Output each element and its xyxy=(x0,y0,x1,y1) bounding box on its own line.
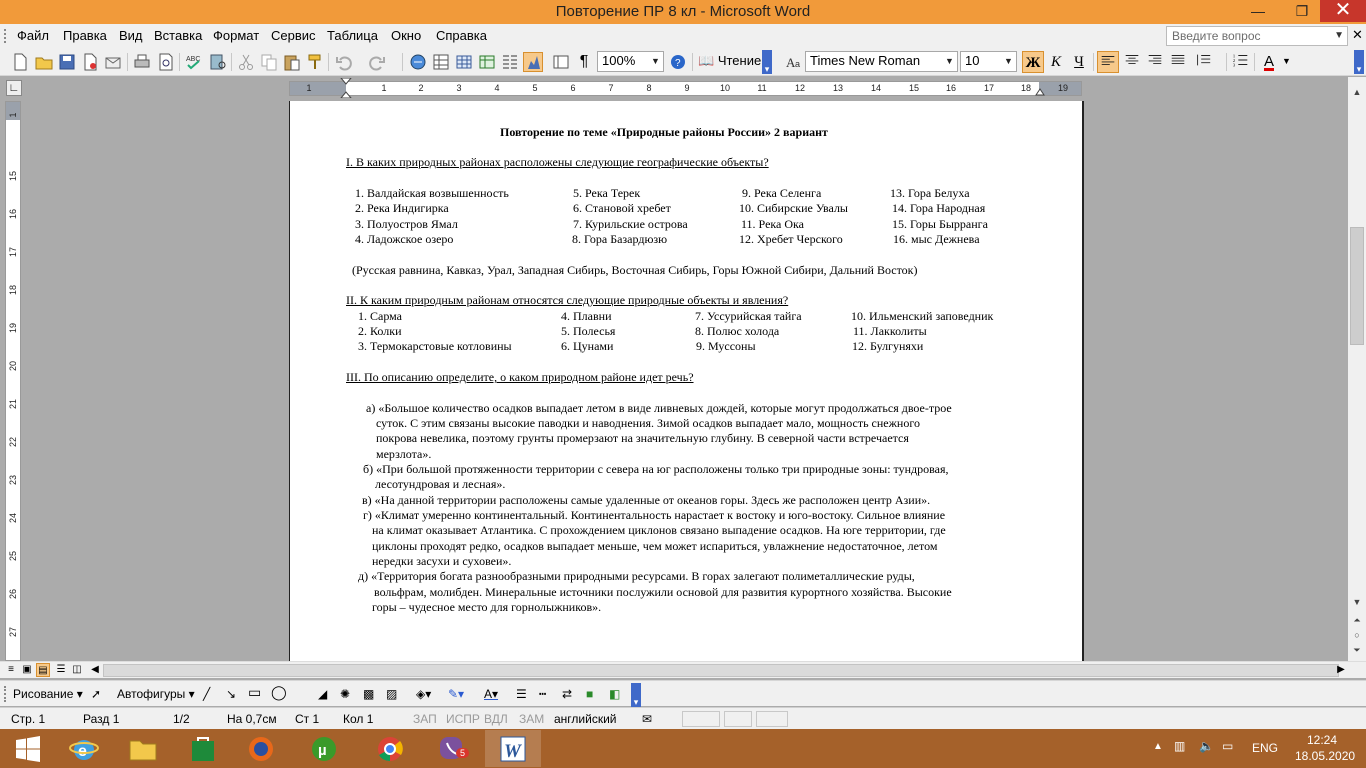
scroll-left-icon[interactable]: ◀ xyxy=(91,664,99,675)
ruler-number: 1 xyxy=(8,112,18,118)
status-panel xyxy=(682,711,720,727)
indent-marker-icon[interactable] xyxy=(340,78,352,98)
taskbar-internet-explorer[interactable] xyxy=(56,730,112,767)
align-center-icon[interactable] xyxy=(1121,51,1143,73)
ruler-number: 2 xyxy=(418,83,424,93)
chevron-down-icon[interactable]: ▼ xyxy=(1282,56,1291,66)
scroll-up-icon[interactable]: ▲ xyxy=(1352,87,1362,97)
clock-time[interactable]: 12:24 xyxy=(1307,733,1338,747)
paste-icon[interactable] xyxy=(282,52,302,72)
left-margin-area xyxy=(290,82,346,95)
question-input[interactable] xyxy=(1166,26,1348,46)
list-item: 12. Хребет Черского xyxy=(739,232,843,246)
zoom-select[interactable] xyxy=(597,51,664,72)
maximize-button[interactable]: ❐ xyxy=(1295,3,1309,19)
book-icon: 📖 xyxy=(698,53,715,68)
list-item: 4. Ладожское озеро xyxy=(355,232,454,246)
list-item: 12. Булгуняхи xyxy=(852,339,924,353)
line-color-icon[interactable]: ✎▾ xyxy=(448,687,465,701)
drawing-toggle-icon[interactable] xyxy=(523,52,543,72)
status-column: Кол 1 xyxy=(343,712,374,726)
taskbar-chrome[interactable] xyxy=(362,730,418,767)
cut-icon[interactable] xyxy=(236,52,256,72)
diagram-icon[interactable]: ✺ xyxy=(340,687,351,701)
list-item: 7. Курильские острова xyxy=(573,217,688,231)
font-color-icon[interactable]: A xyxy=(1263,53,1274,70)
ruler-number: 10 xyxy=(719,83,731,93)
outline-view-icon[interactable]: ☰ xyxy=(56,664,66,675)
shadow-style-icon[interactable]: ■ xyxy=(586,687,594,701)
viber-badge: 5 xyxy=(456,748,469,758)
list-item: 13. Гора Белуха xyxy=(890,186,970,200)
reading-mode-button[interactable] xyxy=(698,53,761,69)
firefox-icon xyxy=(246,734,276,764)
email-icon[interactable] xyxy=(103,52,123,72)
menu-help[interactable]: Справка xyxy=(436,28,487,43)
list-item: 5. Река Терек xyxy=(573,186,641,200)
menu-window[interactable]: Окно xyxy=(391,28,422,43)
tab-selector[interactable]: ∟ xyxy=(6,80,22,96)
status-extend[interactable]: ВДЛ xyxy=(484,712,508,726)
list-item: 5. Полесья xyxy=(561,324,616,338)
paragraph-line: в) «На данной территории расположены самые удаленные от океанов горы. Здесь же расположен центр Азии». xyxy=(362,493,931,507)
font-size-select[interactable] xyxy=(960,51,1017,72)
close-button[interactable]: ✕ xyxy=(1320,0,1366,22)
taskbar-viber[interactable] xyxy=(424,730,480,767)
italic-button[interactable]: К xyxy=(1051,54,1061,70)
menu-view[interactable]: Вид xyxy=(119,28,143,43)
ruler-number: 17 xyxy=(983,83,995,93)
columns-icon[interactable] xyxy=(500,52,520,72)
styles-icon[interactable] xyxy=(784,52,804,72)
clipart-icon[interactable]: ▩ xyxy=(363,687,375,701)
list-item: 6. Становой хребет xyxy=(573,201,671,215)
list-item: 4. Плавни xyxy=(561,309,612,323)
ruler-number: 26 xyxy=(8,589,18,600)
ruler-number: 8 xyxy=(646,83,652,93)
scroll-down-icon[interactable]: ▼ xyxy=(1352,597,1362,607)
paragraph-line: д) «Территория богата разнообразными природными ресурсами. В горах залегают полиметаллические руды, xyxy=(358,569,915,583)
list-item: 11. Река Ока xyxy=(741,217,805,231)
help-icon[interactable] xyxy=(668,52,688,72)
store-icon xyxy=(189,735,217,763)
3d-style-icon[interactable]: ◧ xyxy=(609,687,621,701)
paragraph-line: а) «Большое количество осадков выпадает летом в виде ливневых дождей, которые могут продолжаться двое-трое xyxy=(366,401,952,415)
ruler-number: 1 xyxy=(381,83,387,93)
paragraph-line: нередки засухи и суховеи». xyxy=(372,554,512,568)
ruler-number: 23 xyxy=(8,475,18,486)
insert-excel-icon[interactable] xyxy=(477,52,497,72)
windows-icon xyxy=(15,736,41,762)
menu-file[interactable]: Файл xyxy=(17,28,49,43)
wordart-icon[interactable]: ◢ xyxy=(318,687,328,701)
taskbar-firefox[interactable] xyxy=(233,730,289,767)
list-item: 10. Сибирские Увалы xyxy=(739,201,848,215)
autoshapes-menu[interactable]: Автофигуры ▾ xyxy=(117,687,195,701)
status-panel xyxy=(724,711,752,727)
close-document-icon[interactable]: ✕ xyxy=(1352,27,1363,42)
ruler-number: 18 xyxy=(8,285,18,296)
bold-button[interactable]: Ж xyxy=(1022,51,1044,73)
reading-view-icon[interactable]: ◫ xyxy=(72,664,82,675)
ruler-number: 27 xyxy=(8,627,18,638)
svg-text:e: e xyxy=(78,742,87,760)
folder-icon xyxy=(128,736,158,762)
select-objects-icon[interactable]: ➚ xyxy=(91,687,102,701)
browse-object-icon[interactable]: ○ xyxy=(1354,630,1360,640)
insert-picture-icon[interactable]: ▨ xyxy=(386,687,398,701)
autoshapes-label: Автофигуры xyxy=(117,687,186,701)
underline-button[interactable]: Ч xyxy=(1074,54,1084,70)
document-area[interactable] xyxy=(26,101,1348,661)
status-line: Ст 1 xyxy=(295,712,320,726)
toolbar-gripper[interactable] xyxy=(4,686,7,702)
insert-table-icon[interactable] xyxy=(454,52,474,72)
ruler-number: 21 xyxy=(8,399,18,410)
volume-icon[interactable]: 🔈 xyxy=(1199,739,1214,753)
list-item: 15. Горы Бырранга xyxy=(892,217,988,231)
line-tool-icon[interactable]: ╱ xyxy=(203,687,211,701)
reading-label: Чтение xyxy=(717,53,762,68)
print-icon[interactable] xyxy=(132,52,152,72)
taskbar-utorrent[interactable] xyxy=(296,730,352,767)
ruler-number: 4 xyxy=(494,83,500,93)
copy-icon[interactable] xyxy=(259,52,279,72)
list-item: 8. Полюс холода xyxy=(695,324,780,338)
right-indent-icon[interactable] xyxy=(1035,86,1045,96)
ruler-number: 9 xyxy=(684,83,690,93)
vertical-scrollbar[interactable] xyxy=(1348,77,1366,661)
toolbar-options-icon[interactable]: ▾ xyxy=(1354,50,1364,74)
chevron-down-icon[interactable]: ▼ xyxy=(1004,56,1013,66)
ruler-number: 14 xyxy=(870,83,882,93)
start-button[interactable] xyxy=(0,730,56,767)
clock-date[interactable]: 18.05.2020 xyxy=(1295,749,1356,763)
status-language[interactable]: английский xyxy=(554,712,617,726)
status-overtype[interactable]: ЗАМ xyxy=(519,712,545,726)
undo-icon[interactable] xyxy=(334,52,354,72)
question-3: III. По описанию определите, о каком природном районе идет речь? xyxy=(346,370,694,384)
question-1: I. В каких природных районах расположены следующие географические объекты? xyxy=(346,155,769,169)
scroll-right-icon[interactable]: ▶ xyxy=(1337,664,1345,675)
print-layout-icon[interactable]: ▤ xyxy=(36,663,50,677)
format-painter-icon[interactable] xyxy=(305,52,325,72)
redo-icon[interactable] xyxy=(367,52,387,72)
horizontal-ruler[interactable] xyxy=(289,81,1082,96)
paragraph-line: суток. С этим связаны высокие паводки и наводнения. Зимой осадков выпадает мало, мощность снежного xyxy=(376,416,920,430)
svg-text:a: a xyxy=(795,59,801,69)
svg-text:A: A xyxy=(786,55,796,70)
ruler-number: 22 xyxy=(8,437,18,448)
previous-page-icon[interactable]: ⏶ xyxy=(1353,615,1361,625)
document-page[interactable] xyxy=(289,101,1084,661)
ruler-number: 16 xyxy=(8,209,18,220)
window-title: Повторение ПР 8 кл - Microsoft Word xyxy=(555,3,811,20)
paragraph-line: г) «Климат умеренно континентальный. Континентальность нарастает к востоку и юго-востоку. Сильное влияние xyxy=(363,508,946,522)
list-item: 2. Река Индигирка xyxy=(355,201,449,215)
list-item: 7. Уссурийская тайга xyxy=(695,309,802,323)
taskbar-word[interactable] xyxy=(485,730,541,767)
svg-text:2: 2 xyxy=(1232,57,1236,63)
paragraph-line: вольфрам, молибден. Минеральные источники послужили основой для развития курортного хозяйства. Высокие xyxy=(374,585,952,599)
ruler-number: 15 xyxy=(908,83,920,93)
utorrent-icon xyxy=(309,734,339,764)
menu-table[interactable]: Таблица xyxy=(327,28,378,43)
permission-icon[interactable] xyxy=(80,52,100,72)
ruler-number: 15 xyxy=(8,171,18,182)
svg-text:ABC: ABC xyxy=(186,56,201,63)
list-item: 3. Термокарстовые котловины xyxy=(358,339,512,353)
status-page: Стр. 1 xyxy=(11,712,46,726)
list-item: 1. Сарма xyxy=(358,309,402,323)
font-size-value: 10 xyxy=(965,53,980,68)
internet-explorer-icon xyxy=(69,734,99,764)
save-icon[interactable] xyxy=(57,52,77,72)
document-map-icon[interactable] xyxy=(551,52,571,72)
list-item: 1. Валдайская возвышенность xyxy=(355,186,509,200)
chrome-icon xyxy=(375,734,405,764)
arrow-tool-icon[interactable]: ↘ xyxy=(226,687,237,701)
web-view-icon[interactable]: ▣ xyxy=(22,664,32,675)
paragraph-line: горы – чудесное место для горнолыжников». xyxy=(372,600,602,614)
status-track-changes[interactable]: ИСПР xyxy=(446,712,480,726)
taskbar-file-explorer[interactable] xyxy=(115,730,171,767)
list-item: 3. Полуостров Ямал xyxy=(355,217,458,231)
zoom-value: 100% xyxy=(602,53,636,68)
ruler-number: 19 xyxy=(8,323,18,334)
taskbar-store[interactable] xyxy=(175,730,231,767)
network-icon[interactable]: ▥ xyxy=(1174,739,1186,753)
list-item: 6. Цунами xyxy=(561,339,614,353)
open-folder-icon[interactable] xyxy=(34,52,54,72)
paragraph-line: лесотундровая и лесная». xyxy=(375,477,506,491)
title-bar xyxy=(0,0,1366,24)
list-item: 16. мыс Дежнева xyxy=(893,232,980,246)
ruler-number: 1 xyxy=(306,83,312,93)
paragraph-line: б) «При большой протяженности территории с севера на юг расположены только три природные зоны: тундровая, xyxy=(363,462,949,476)
minimize-button[interactable]: — xyxy=(1251,3,1265,19)
font-name-select[interactable] xyxy=(805,51,958,72)
menu-tools[interactable]: Сервис xyxy=(271,28,316,43)
oval-tool-icon[interactable]: ◯ xyxy=(271,684,287,700)
chevron-down-icon[interactable]: ▼ xyxy=(945,56,954,66)
ruler-number: 6 xyxy=(570,83,576,93)
menu-edit[interactable]: Правка xyxy=(63,28,107,43)
dash-style-icon[interactable]: ┅ xyxy=(539,687,547,701)
list-item: 8. Гора Базардюзю xyxy=(572,232,668,246)
ruler-row xyxy=(0,77,1366,99)
paragraph-line: мерзлота». xyxy=(376,447,432,461)
scroll-thumb[interactable] xyxy=(1350,227,1364,345)
drawing-menu[interactable]: Рисование ▾ xyxy=(13,687,83,701)
ruler-number: 17 xyxy=(8,247,18,258)
status-position: На 0,7см xyxy=(227,712,277,726)
fill-color-icon[interactable]: ◈▾ xyxy=(416,687,432,701)
ruler-number: 11 xyxy=(757,83,767,93)
toolbar xyxy=(0,48,1366,76)
menu-insert[interactable]: Вставка xyxy=(154,28,203,43)
numbering-icon[interactable] xyxy=(1230,51,1252,73)
hyperlink-icon[interactable] xyxy=(408,52,428,72)
list-item: 10. Ильменский заповедник xyxy=(851,309,994,323)
print-preview-icon[interactable] xyxy=(156,52,176,72)
svg-text:W: W xyxy=(504,740,521,762)
ruler-number: 5 xyxy=(532,83,538,93)
align-right-icon[interactable] xyxy=(1144,51,1166,73)
menu-gripper[interactable] xyxy=(4,29,8,43)
paragraph-line: циклоны проходят редко, осадков выпадает меньше, чем может испариться, увлажнение недостаточное, летом xyxy=(372,539,938,553)
horizontal-scrollbar-row xyxy=(0,661,1366,678)
question-2: II. К каким природным районам относятся следующие природные объекты и явления? xyxy=(346,293,789,307)
document-heading: Повторение по теме «Природные районы России» 2 вариант xyxy=(500,125,828,139)
rectangle-tool-icon[interactable]: ▭ xyxy=(248,684,262,700)
new-document-icon[interactable] xyxy=(10,52,30,72)
vertical-ruler[interactable] xyxy=(5,101,21,661)
drawing-toolbar xyxy=(0,680,1366,706)
spelling-status-icon[interactable]: ✉ xyxy=(642,712,653,726)
chevron-down-icon[interactable]: ▼ xyxy=(651,56,660,66)
status-bar xyxy=(0,707,1366,729)
ruler-number: 18 xyxy=(1020,83,1032,93)
show-hidden-icons-icon[interactable]: ▲ xyxy=(1153,741,1163,752)
svg-text:µ: µ xyxy=(318,741,327,759)
list-item: 9. Река Селенга xyxy=(742,186,822,200)
ruler-number: 19 xyxy=(1057,83,1069,93)
menu-format[interactable]: Формат xyxy=(213,28,260,43)
toolbar-options-icon[interactable]: ▾ xyxy=(631,683,641,707)
ruler-number: 24 xyxy=(8,513,18,524)
arrow-style-icon[interactable]: ⇄ xyxy=(562,687,573,701)
line-style-icon[interactable]: ☰ xyxy=(516,687,527,701)
tables-borders-icon[interactable] xyxy=(431,52,451,72)
ruler-number: 16 xyxy=(945,83,957,93)
align-left-icon[interactable] xyxy=(1097,51,1119,73)
font-name-value: Times New Roman xyxy=(810,53,921,68)
ruler-number: 13 xyxy=(832,83,844,93)
svg-text:1: 1 xyxy=(1232,53,1236,59)
svg-text:?: ? xyxy=(675,58,681,69)
ruler-number: 25 xyxy=(8,551,18,562)
status-section: Разд 1 xyxy=(83,712,120,726)
action-center-icon[interactable]: ▭ xyxy=(1222,739,1234,753)
list-item: 14. Гора Народная xyxy=(892,201,986,215)
paragraph-line: на климат оказывает Атлантика. С прохождением циклонов связано выпадение осадков. На юге территории, где xyxy=(372,523,946,537)
ruler-number: 3 xyxy=(456,83,462,93)
status-panel xyxy=(756,711,788,727)
paragraph-line: покрова невелика, поэтому грунты промерзают на значительную глубину. В северной части встречается xyxy=(376,431,909,445)
research-icon[interactable] xyxy=(208,52,228,72)
word-icon xyxy=(499,735,527,763)
next-page-icon[interactable]: ⏷ xyxy=(1353,645,1361,655)
justify-icon[interactable] xyxy=(1167,51,1189,73)
list-item: 11. Лакколиты xyxy=(853,324,927,338)
menu-bar xyxy=(0,24,1366,48)
horizontal-scroll-thumb[interactable] xyxy=(103,664,1339,677)
normal-view-icon[interactable]: ≡ xyxy=(8,664,14,675)
status-record[interactable]: ЗАП xyxy=(413,712,437,726)
spelling-icon[interactable] xyxy=(184,52,204,72)
toolbar-options-icon[interactable]: ▾ xyxy=(762,50,772,74)
chevron-down-icon[interactable]: ▼ xyxy=(1334,30,1344,41)
svg-text:3: 3 xyxy=(1232,62,1236,68)
input-language[interactable]: ENG xyxy=(1252,741,1279,755)
list-item: 9. Муссоны xyxy=(696,339,756,353)
status-pages: 1/2 xyxy=(173,712,190,726)
question-placeholder: Введите вопрос xyxy=(1172,29,1261,43)
show-formatting-icon[interactable]: ¶ xyxy=(579,53,589,70)
ruler-number: 12 xyxy=(794,83,806,93)
line-spacing-icon[interactable] xyxy=(1192,51,1214,73)
list-item: 2. Колки xyxy=(358,324,402,338)
regions-list: (Русская равнина, Кавказ, Урал, Западная Сибирь, Восточная Сибирь, Горы Южной Сибири, Дальний Восток) xyxy=(352,263,918,277)
font-color-icon[interactable]: A▾ xyxy=(484,687,499,701)
drawing-label: Рисование xyxy=(13,687,74,701)
ruler-number: 7 xyxy=(608,83,614,93)
taskbar xyxy=(0,729,1366,768)
ruler-number: 20 xyxy=(8,361,18,372)
